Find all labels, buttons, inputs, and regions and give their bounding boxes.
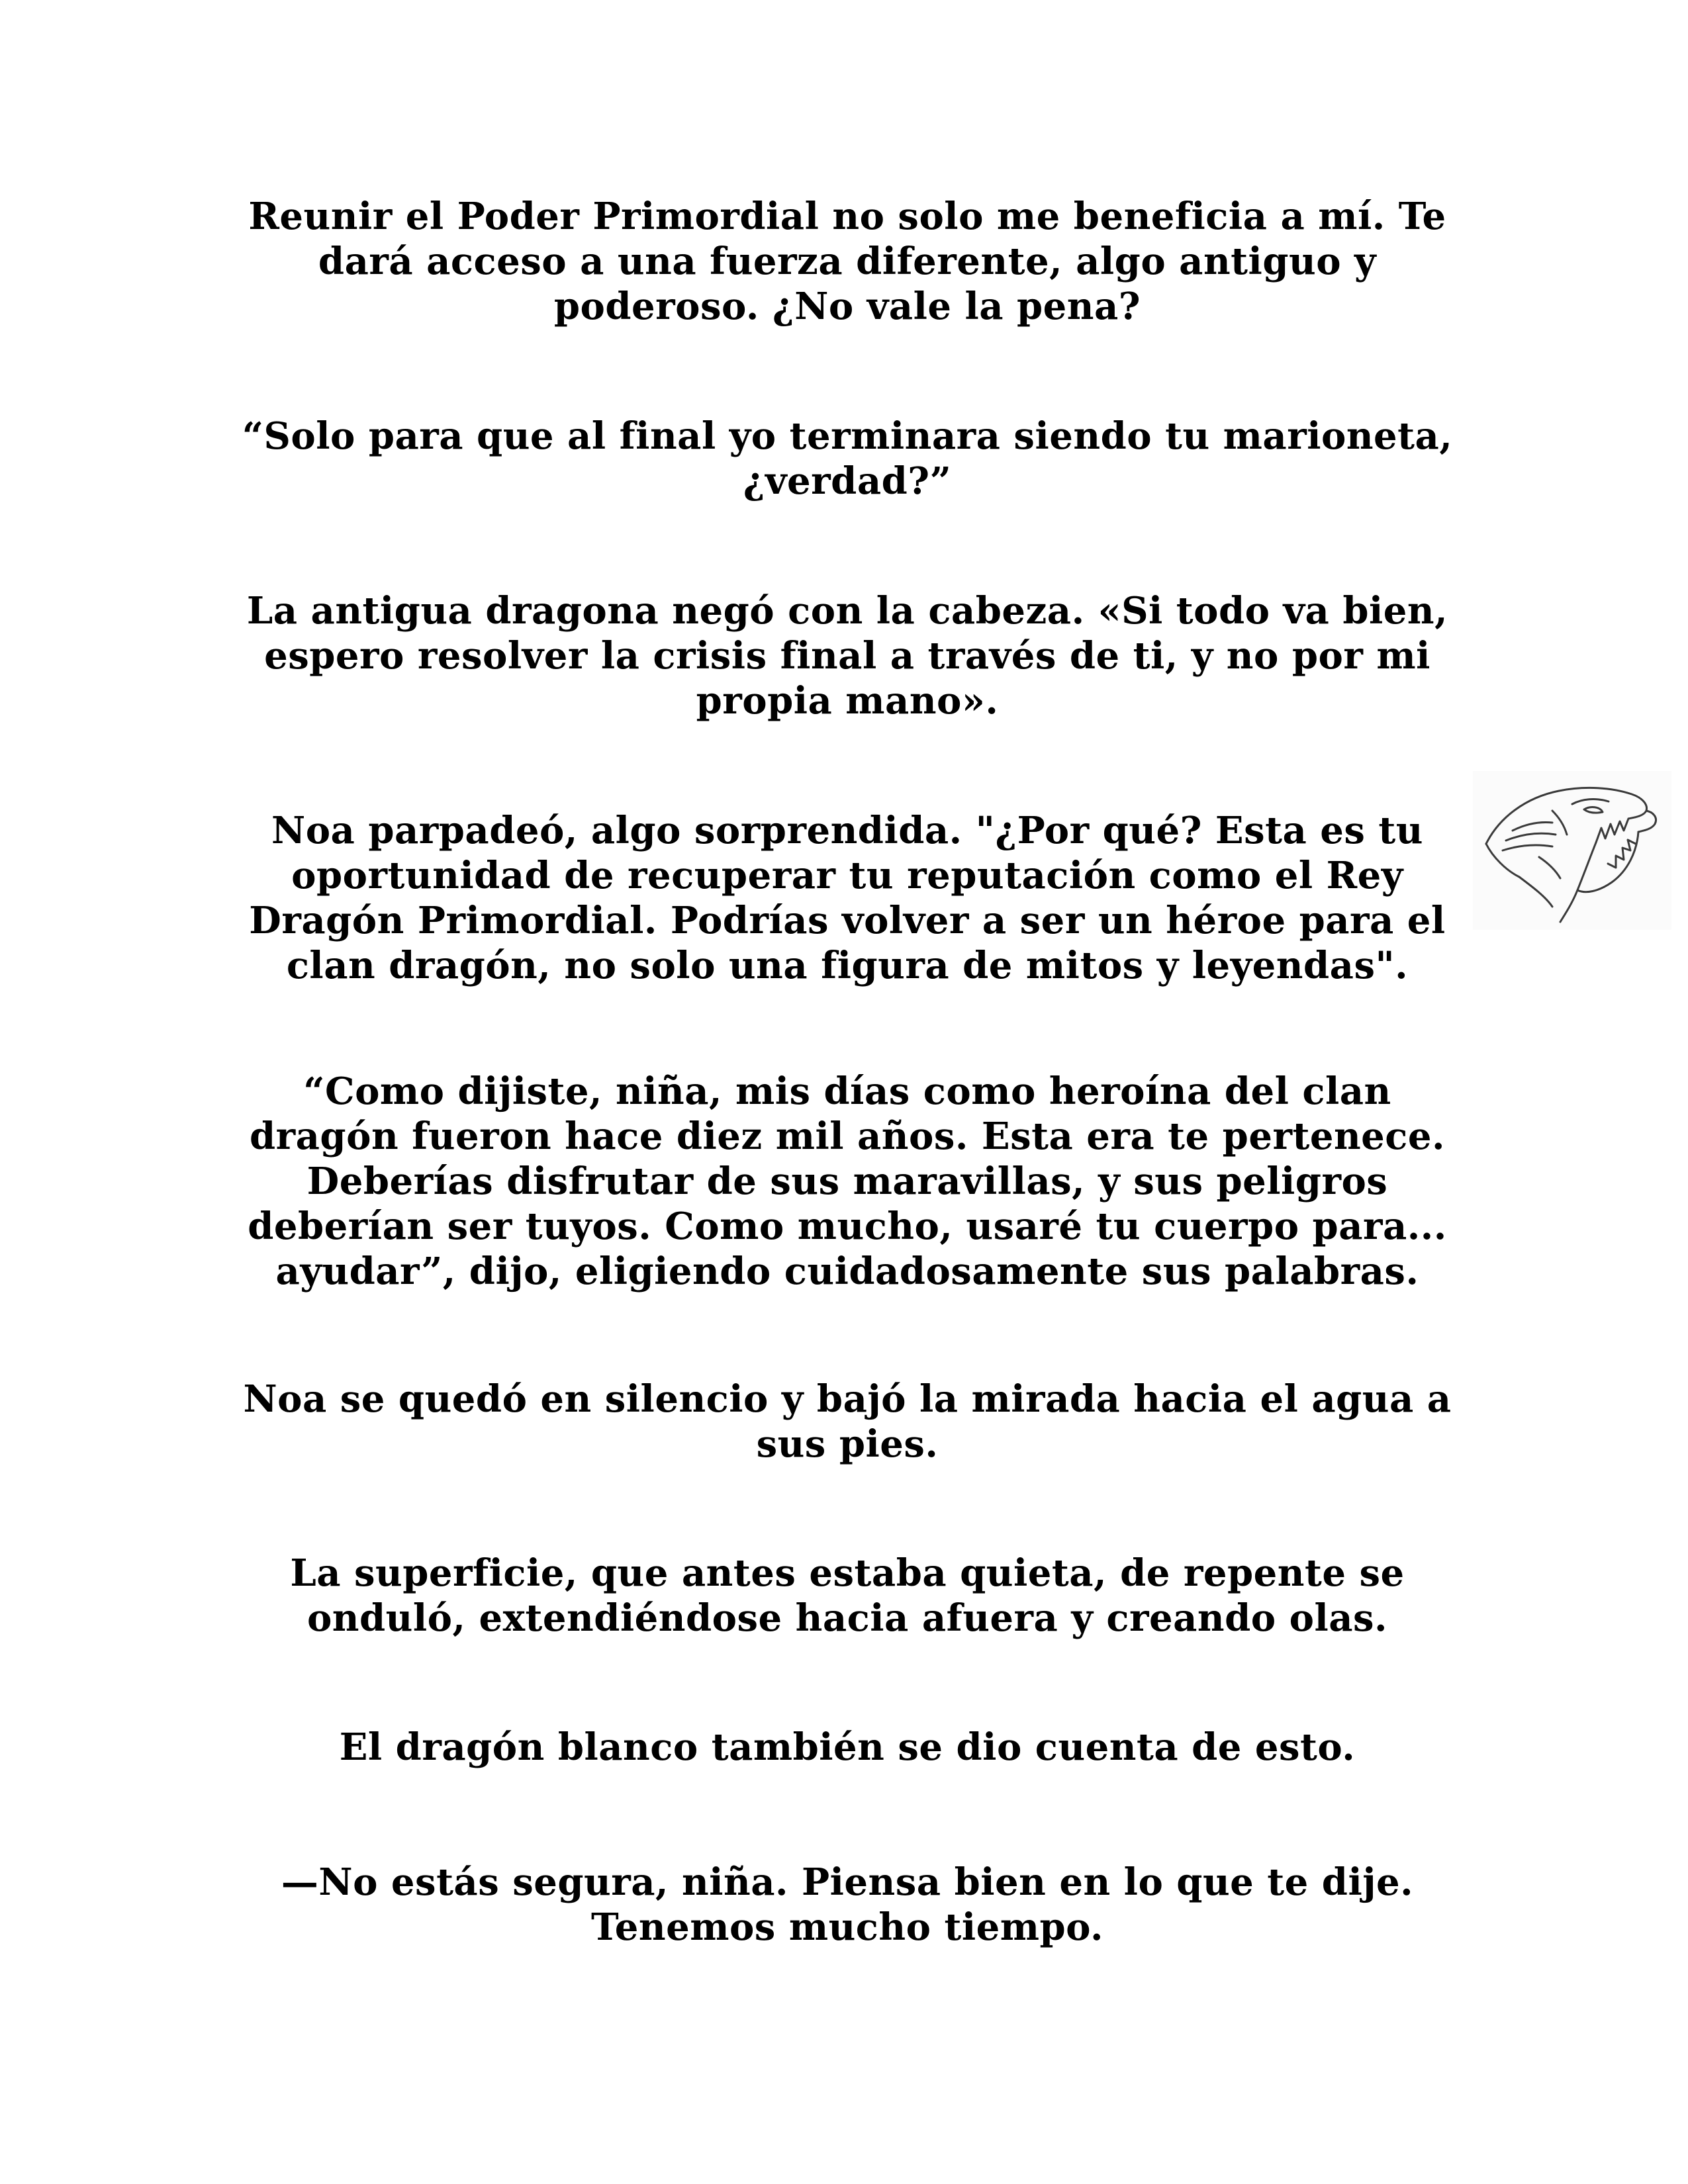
paragraph-4: Noa parpadeó, algo sorprendida. "¿Por qué? Esta es tu oportunidad de recuperar tu reputación como el Rey Dragón Primordial. Podrías volver a ser un héroe para el clan dragón, no solo una figura de mitos y leyendas". xyxy=(249,809,1446,987)
dragon-head-sketch-icon xyxy=(1473,771,1671,930)
paragraph-5: “Como dijiste, niña, mis días como heroína del clan dragón fueron hace diez mil años. Esta era te pertenece. Deberías disfrutar de sus maravillas, y sus peligros deberían ser tuyos. Como mucho, usaré tu cuerpo para... ayudar”, dijo, eligiendo cuidadosamente sus palabras. xyxy=(248,1069,1447,1293)
paragraph-9: —No estás segura, niña. Piensa bien en lo que te dije. Tenemos mucho tiempo. xyxy=(281,1860,1414,1949)
paragraph-1: Reunir el Poder Primordial no solo me beneficia a mí. Te dará acceso a una fuerza diferente, algo antiguo y poderoso. ¿No vale la pena? xyxy=(248,195,1446,328)
paragraph-2: “Solo para que al final yo terminara siendo tu marioneta, ¿verdad?” xyxy=(242,414,1453,503)
paragraph-8: El dragón blanco también se dio cuenta de esto. xyxy=(339,1725,1356,1769)
paragraph-3: La antigua dragona negó con la cabeza. «Si todo va bien, espero resolver la crisis final a través de ti, y no por mi propia mano». xyxy=(246,589,1448,723)
paragraph-7: La superficie, que antes estaba quieta, de repente se onduló, extendiéndose hacia afuera y creando olas. xyxy=(290,1551,1405,1640)
paragraph-6: Noa se quedó en silencio y bajó la mirada hacia el agua a sus pies. xyxy=(243,1377,1452,1466)
